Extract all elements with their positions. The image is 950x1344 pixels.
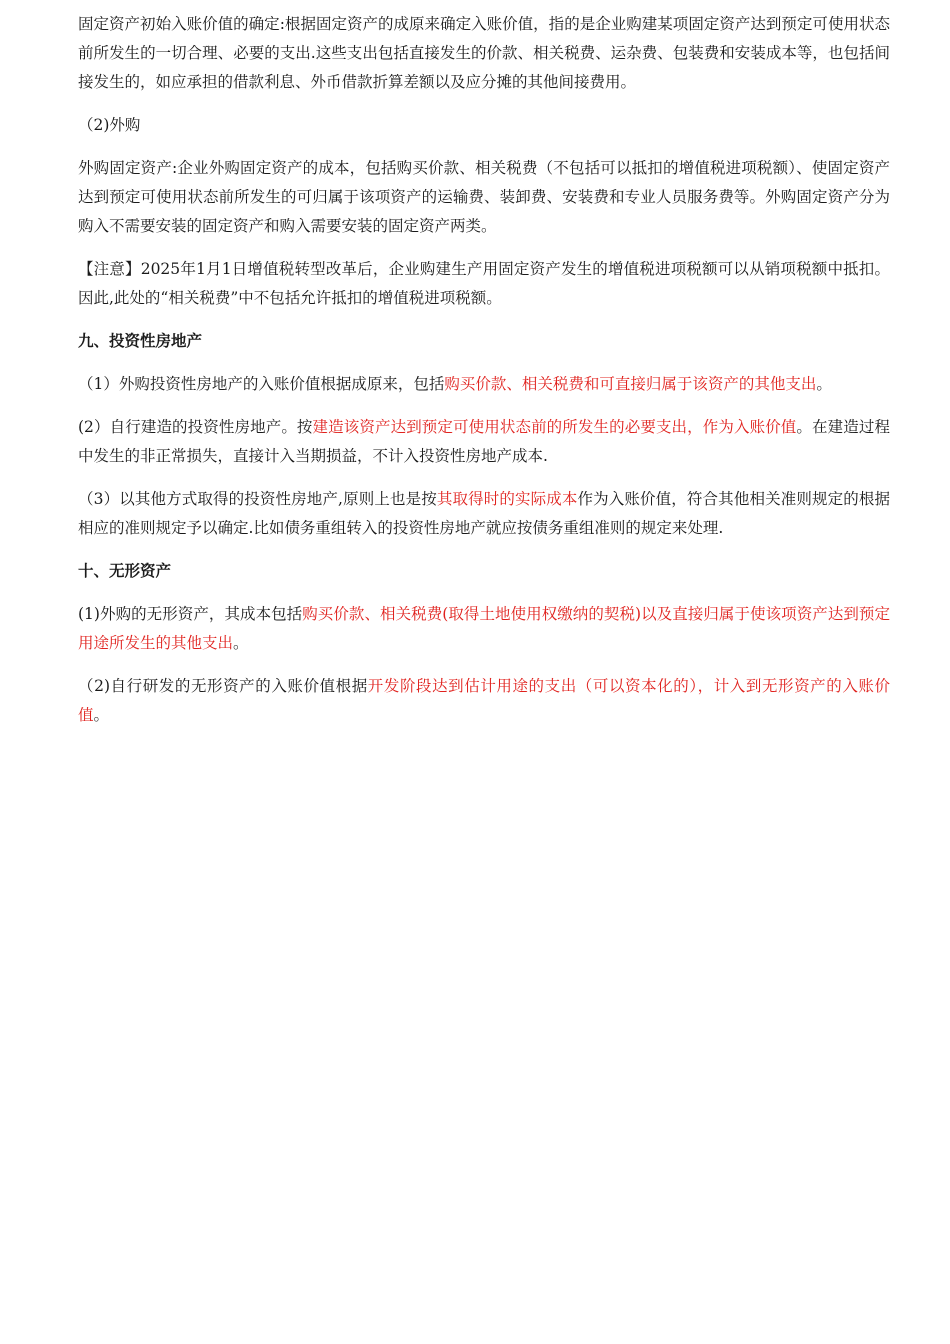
paragraph-text: 。 (233, 634, 249, 652)
paragraph-text: 固定资产初始入账价值的确定:根据固定资产的成原来确定入账价值，指的是企业购建某项固定资产达到预定可使用状态前所发生的一切合理、必要的支出.这些支出包括直接发生的价款、相关税费、运杂费、包装费和安装成本等，也包括间接发生的，如应承担的借款利息、外币借款折算差额以及应分摊的其他间接费用。 (78, 15, 890, 91)
paragraph-investment-property-3 (78, 485, 890, 543)
highlighted-text: 建造该资产达到预定可使用状态前的所发生的必要支出，作为入账价值 (312, 418, 797, 436)
paragraph-text: 作为入账价值，符合其他相关准则规定的根据相应的准则规定予以确定.比如债务重组转入的投资性房地产就应按债务重组准则的规定来处理. (78, 490, 890, 537)
paragraph-text: 。 (93, 706, 110, 724)
paragraph-text: 。 (816, 375, 832, 393)
paragraph-purchased-fixed-asset (78, 154, 890, 241)
paragraph-intangible-assets-1 (78, 600, 890, 658)
paragraph-investment-property-1 (78, 370, 890, 399)
highlighted-text: 开发阶段达到估计用途的支出（可以资本化的），计入到无形资产的入账价值 (78, 677, 890, 724)
paragraph-text: （2)自行研发的无形资产的入账价值根据 (78, 677, 368, 695)
paragraph-text: （1）外购投资性房地产的入账价值根据成原来，包括 (78, 375, 445, 393)
highlighted-text: 购买价款、相关税费(取得土地使用权缴纳的契税)以及直接归属于使该项资产达到预定用途所发生的其他支出 (78, 605, 890, 652)
paragraph-text: (2）自行建造的投资性房地产。按 (78, 418, 313, 436)
paragraph-text: (1)外购的无形资产，其成本包括 (78, 605, 303, 623)
paragraph-text: 【注意】2025年1月1日增值税转型改革后，企业购建生产用固定资产发生的增值税进项税额可以从销项税额中抵扣。因此,此处的“相关税费”中不包括允许抵扣的增值税进项税额。 (78, 260, 890, 307)
section-heading-intangible-assets (78, 557, 890, 586)
document-page (78, 10, 890, 744)
section-heading-investment-property (78, 327, 890, 356)
paragraph-intangible-assets-2 (78, 672, 890, 730)
subheading-text: （2)外购 (78, 116, 141, 134)
paragraph-text: 外购固定资产:企业外购固定资产的成本，包括购买价款、相关税费（不包括可以抵扣的增值税进项税额）、使固定资产达到预定可使用状态前所发生的可归属于该项资产的运输费、装卸费、安装费和专业人员服务费等。外购固定资产分为购入不需要安装的固定资产和购入需要安装的固定资产两类。 (78, 159, 890, 235)
heading-text: 十、无形资产 (78, 562, 172, 580)
heading-text: 九、投资性房地产 (78, 332, 203, 350)
paragraph-fixed-asset-initial-value (78, 10, 890, 97)
highlighted-text: 购买价款、相关税费和可直接归属于该资产的其他支出 (444, 375, 817, 393)
subheading-purchased (78, 111, 890, 140)
paragraph-investment-property-2 (78, 413, 890, 471)
paragraph-note (78, 255, 890, 313)
paragraph-text: （3）以其他方式取得的投资性房地产,原则上也是按 (78, 490, 437, 508)
highlighted-text: 其取得时的实际成本 (436, 490, 578, 508)
paragraph-text: 。在建造过程中发生的非正常损失，直接计入当期损益，不计入投资性房地产成本. (78, 418, 890, 465)
